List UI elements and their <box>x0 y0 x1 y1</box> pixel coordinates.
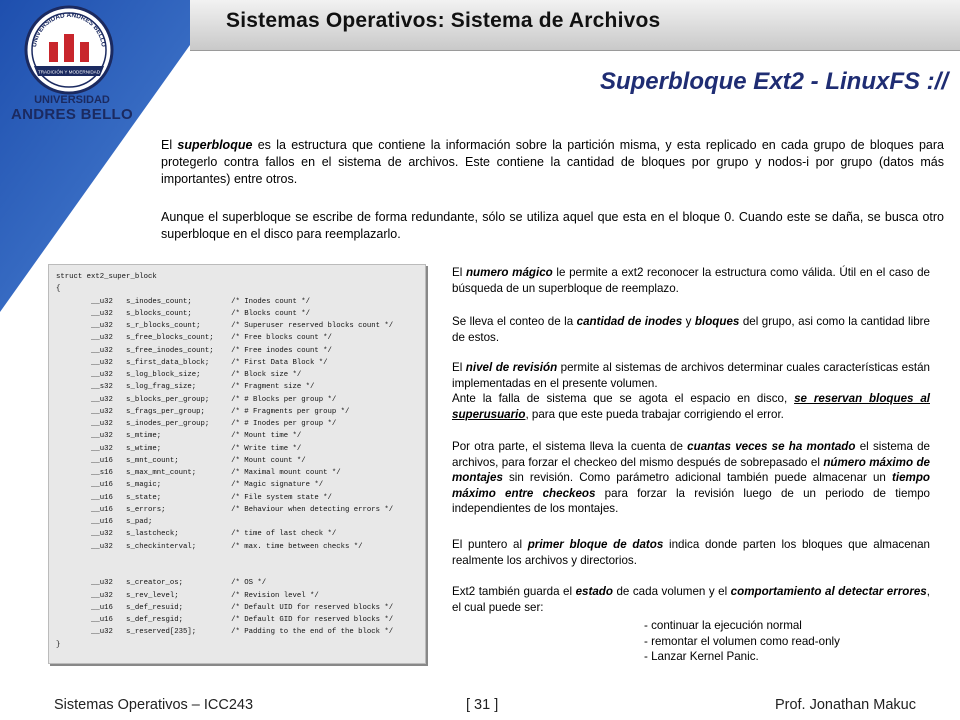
footer-page-number: [ 31 ] <box>466 697 499 713</box>
page-title: Sistemas Operativos: Sistema de Archivos <box>226 9 661 32</box>
revision-paragraph: El nivel de revisión permite al sistemas de archivos determinar cuales características están implementadas en el presente volumen. Ante la falla de sistema que se agota el espacio en disco, se reservan bloques al superusuario, para que este pueda trabajar corrigiendo el error. <box>452 361 930 421</box>
emphasis-text: número máximo de montajes <box>452 455 930 485</box>
intro-paragraph-2: Aunque el superbloque se escribe de forma redundante, sólo se utiliza aquel que esta en el bloque 0. Cuando este se daña, se busca otro superbloque en el disco para reemplazarlo. <box>161 210 944 241</box>
emphasis-text: superbloque <box>177 138 253 152</box>
footer-professor: Prof. Jonathan Makuc <box>774 697 916 713</box>
emphasis-text: comportamiento al detectar errores <box>730 585 927 598</box>
seal-text: UNIVERSIDAD ANDRES BELLO <box>31 11 107 48</box>
magic-number-paragraph: El numero mágico le permite a ext2 reconocer la estructura como válida. Útil en el caso de búsqueda de un superbloque de reemplazo. <box>452 266 930 295</box>
code-listing <box>48 264 426 664</box>
emphasis-text: tiempo máximo entre checkeos <box>452 471 930 500</box>
university-name-line2: ANDRES BELLO <box>11 106 133 123</box>
list-item: - continuar la ejecución normal <box>644 619 802 632</box>
emphasis-text: estado <box>575 585 613 598</box>
slide-subtitle: Superbloque Ext2 - LinuxFS :// <box>599 68 948 95</box>
emphasis-text: se reservan bloques al superusuario <box>452 392 930 421</box>
state-paragraph: Ext2 también guarda el estado de cada volumen y el comportamiento al detectar errores, el cual puede ser: <box>452 585 930 614</box>
emphasis-text: cantidad de inodes <box>576 315 683 328</box>
code-text: struct ext2_super_block { __u32 s_inodes_count; /* Inodes count */ __u32 s_blocks_count; /* Blocks count */ __u32 s_r_blocks_count; /* Superuser reserved blocks count */ __u32 s_free_blocks_count; /* Free blocks count */ __u32 s_free_inodes_count; /* Free inodes count */ __u32 s_first_data_block; /* First Data Block */ __u32 s_log_block_size; /* Block size */ __s32 s_log_frag_size; /* Fragment size */ __u32 s_blocks_per_group; /* # Blocks per group */ __u32 s_frags_per_group; /* # Fragments per group */ __u32 s_inodes_per_group; /* # Inodes per group */ __u32 s_mtime; /* Mount time */ __u32 s_wtime; /* Write time */ __u16 s_mnt_count; /* Mount count */ __s16 s_max_mnt_count; /* Maximal mount count */ __u16 s_magic; /* Magic signature */ __u16 s_state; /* File system state */ __u16 s_errors; /* Behaviour when detecting errors */ __u16 s_pad; __u32 s_lastcheck; /* time of last check */ __u32 s_checkinterval; /* max. time between checks */ __u32 s_creator_os; /* OS */ __u32 s_rev_level; /* Revision level */ __u16 s_def_resuid; /* Default UID for reserved blocks */ __u16 s_def_resgid; /* Default GID for reserved blocks */ __u32 s_reserved[235]; /* Padding to the end of the block */ } <box>56 273 394 649</box>
emphasis-text: numero mágico <box>465 266 553 279</box>
emphasis-text: nivel de revisión <box>465 361 558 374</box>
mount-count-paragraph: Por otra parte, el sistema lleva la cuenta de cuantas veces se ha montado el sistema de archivos, para forzar el checkeo del mismo después de sobrepasado el número máximo de montajes sin revisión. Como parámetro adicional también puede almacenar un tiempo máximo entre checkeos para forzar la revisión luego de un periodo de tiempo independientes de los montajes. <box>452 440 931 516</box>
error-behaviour-list <box>644 618 840 665</box>
ribbon-text: TRADICIÓN Y MODERNIDAD <box>37 69 101 75</box>
university-name-line1: UNIVERSIDAD <box>34 94 110 106</box>
intro-paragraph-1: El superbloque es la estructura que contiene la información sobre la partición misma, y esta replicado en cada grupo de bloques para protegerlo contra fallos en el sistema de archivos. Este contiene la cantidad de bloques por grupo y nodos-i por grupo (datos más importantes) entre otros. <box>161 138 944 186</box>
emphasis-text: primer bloque de datos <box>527 538 664 551</box>
list-item: - remontar el volumen como read-only <box>644 634 840 648</box>
list-item: - Lanzar Kernel Panic. <box>644 650 759 664</box>
footer-course: Sistemas Operativos – ICC243 <box>54 697 254 713</box>
first-block-paragraph: El puntero al primer bloque de datos indica donde parten los bloques que almacenan realmente los archivos y directorios. <box>452 538 930 567</box>
emphasis-text: cuantas veces se ha montado <box>687 440 856 453</box>
emphasis-text: bloques <box>694 315 740 328</box>
counts-paragraph: Se lleva el conteo de la cantidad de inodes y bloques del grupo, asi como la cantidad libre de estos. <box>452 315 930 344</box>
